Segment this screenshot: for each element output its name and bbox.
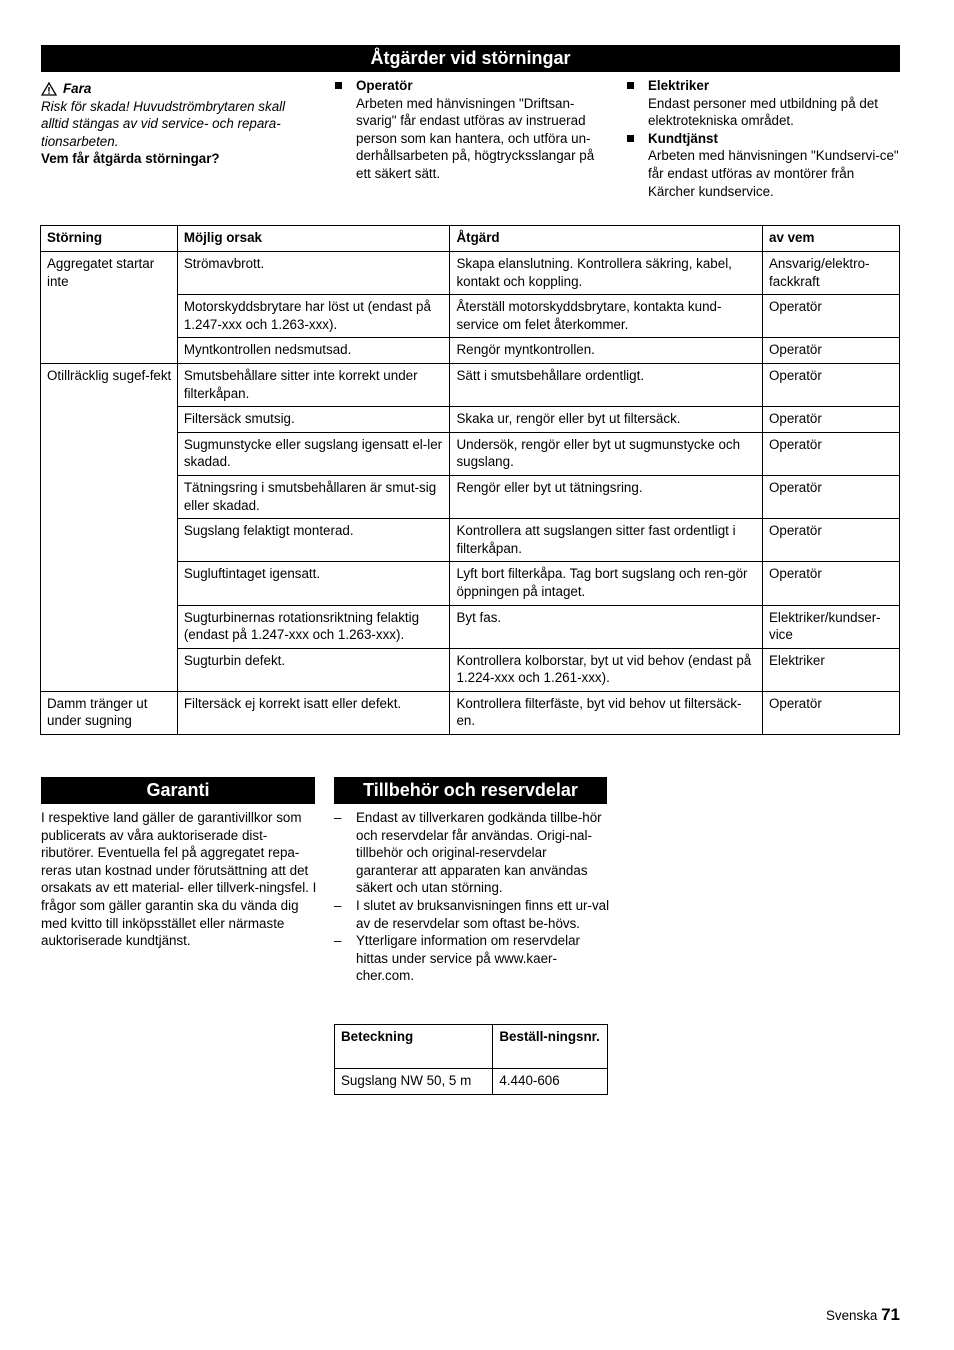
table-header-row [41,226,900,252]
cause-cell: Myntkontrollen nedsmutsad. [177,338,450,364]
accessories-list [334,809,610,985]
cause-cell: Sugluftintaget igensatt. [177,562,450,605]
responsible-cell: Operatör [763,363,900,406]
role-notes [626,77,902,200]
section-heading-accessories: Tillbehör och reservdelar [334,777,607,804]
section-heading-warranty: Garanti [41,777,315,804]
customer-service-title: Kundtjänst [626,130,902,148]
responsible-cell: Operatör [763,475,900,518]
fault-cell: Otillräcklig sugef-fekt [41,363,178,691]
responsible-cell: Ansvarig/elektro-fackkraft [763,252,900,295]
column-header: Åtgärd [450,226,763,252]
responsible-cell: Operatör [763,519,900,562]
operator-note [334,77,610,183]
list-item: – Ytterligare information om reservdelar hittas under service på www.kaer-cher.com. [334,932,610,985]
remedy-cell: Byt fas. [450,605,763,648]
cause-cell: Strömavbrott. [177,252,450,295]
electrician-title: Elektriker [626,77,902,95]
table-row [41,252,900,295]
who-may-fix-question: Vem får åtgärda störningar? [41,151,220,167]
remedy-cell: Undersök, rengör eller byt ut sugmunstycke och sugslang. [450,432,763,475]
remedy-cell: Lyft bort filterkåpa. Tag bort sugslang och ren-gör öppningen på intaget. [450,562,763,605]
list-item: – I slutet av bruksanvisningen finns ett ur-val av de reservdelar som oftast be-hövs. [334,897,610,932]
responsible-cell: Operatör [763,691,900,734]
remedy-cell: Sätt i smutsbehållare ordentligt. [450,363,763,406]
order-number-cell: 4.440-606 [493,1069,608,1095]
responsible-cell: Operatör [763,562,900,605]
customer-service-text: Arbeten med hänvisningen "Kundservi-ce" får endast utföras av montörer från Kärcher kundservice. [648,148,899,199]
fault-table [40,225,900,735]
remedy-cell: Rengör myntkontrollen. [450,338,763,364]
remedy-cell: Rengör eller byt ut tätningsring. [450,475,763,518]
responsible-cell: Elektriker/kundser-vice [763,605,900,648]
remedy-cell: Återställ motorskyddsbrytare, kontakta kund-service om felet återkommer. [450,295,763,338]
table-row [41,363,900,406]
page-footer [826,1306,900,1325]
fault-cell: Aggregatet startar inte [41,252,178,364]
remedy-cell: Skaka ur, rengör eller byt ut filtersäck. [450,407,763,433]
column-header: Beställ-ningsnr. [493,1025,608,1069]
operator-title: Operatör [334,77,610,95]
responsible-cell: Operatör [763,407,900,433]
cause-cell: Filtersäck smutsig. [177,407,450,433]
cause-cell: Sugmunstycke eller sugslang igensatt el-ler skadad. [177,432,450,475]
responsible-cell: Operatör [763,338,900,364]
footer-language: Svenska [825,1308,878,1323]
electrician-text: Endast personer med utbildning på det elektrotekniska området. [648,95,879,129]
accessories-section [334,809,610,985]
cause-cell: Motorskyddsbrytare har löst ut (endast på 1.247-xxx och 1.263-xxx). [177,295,450,338]
part-name-cell: Sugslang NW 50, 5 m [335,1069,493,1095]
warning-triangle-icon [41,82,57,96]
cause-cell: Sugturbinernas rotationsriktning felaktig (endast på 1.247-xxx och 1.263-xxx). [177,605,450,648]
section-heading-faults: Åtgärder vid störningar [41,45,900,72]
parts-table [334,1024,608,1095]
list-item: – Endast av tillverkaren godkända tillbe-hör och reservdelar får användas. Origi-nal-tillbehör och original-reservdelar garanterar att apparaten kan användas säkert och utan störning. [334,809,610,897]
warranty-section [41,809,319,950]
column-header: Beteckning [335,1025,493,1069]
table-header-row [335,1025,608,1069]
remedy-cell: Skapa elanslutning. Kontrollera säkring, kabel, kontakt och koppling. [450,252,763,295]
remedy-cell: Kontrollera att sugslangen sitter fast ordentligt i filterkåpan. [450,519,763,562]
cause-cell: Sugturbin defekt. [177,648,450,691]
danger-title: Fara [63,81,92,96]
cause-cell: Smutsbehållare sitter inte korrekt under filterkåpan. [177,363,450,406]
column-header: Störning [41,226,178,252]
column-header: av vem [763,226,900,252]
page-number: 71 [881,1305,900,1324]
fault-cell: Damm tränger ut under sugning [41,691,178,734]
table-row [335,1069,608,1095]
responsible-cell: Elektriker [763,648,900,691]
warranty-text: I respektive land gäller de garantivillkor som publicerats av våra auktoriserade dist-ributörer. Eventuella fel på aggregatet repa-reras utan kostnad under förutsättning att det orsakats av ett material- eller tillverk-ningsfel. I frågor som gäller garantin ska du vända dig med kvitto till inköpsstället eller närmaste auktoriserade kundtjänst. [41,810,317,949]
danger-notice [41,80,311,168]
remedy-cell: Kontrollera kolborstar, byt ut vid behov (endast på 1.224-xxx och 1.261-xxx). [450,648,763,691]
responsible-cell: Operatör [763,432,900,475]
responsible-cell: Operatör [763,295,900,338]
table-row [41,691,900,734]
remedy-cell: Kontrollera filterfäste, byt vid behov ut filtersäck-en. [450,691,763,734]
operator-text: Arbeten med hänvisningen "Driftsan-svarig" får endast utföras av instruerad person som kan hantera, och utföra un-derhållsarbeten på, högtrycksslangar på ett säkert sätt. [356,95,595,181]
cause-cell: Filtersäck ej korrekt isatt eller defekt. [177,691,450,734]
cause-cell: Tätningsring i smutsbehållaren är smut-sig eller skadad. [177,475,450,518]
column-header: Möjlig orsak [177,226,450,252]
cause-cell: Sugslang felaktigt monterad. [177,519,450,562]
danger-text: Risk för skada! Huvudströmbrytaren skall alltid stängas av vid service- och repara-tionsarbeten. [41,98,286,149]
